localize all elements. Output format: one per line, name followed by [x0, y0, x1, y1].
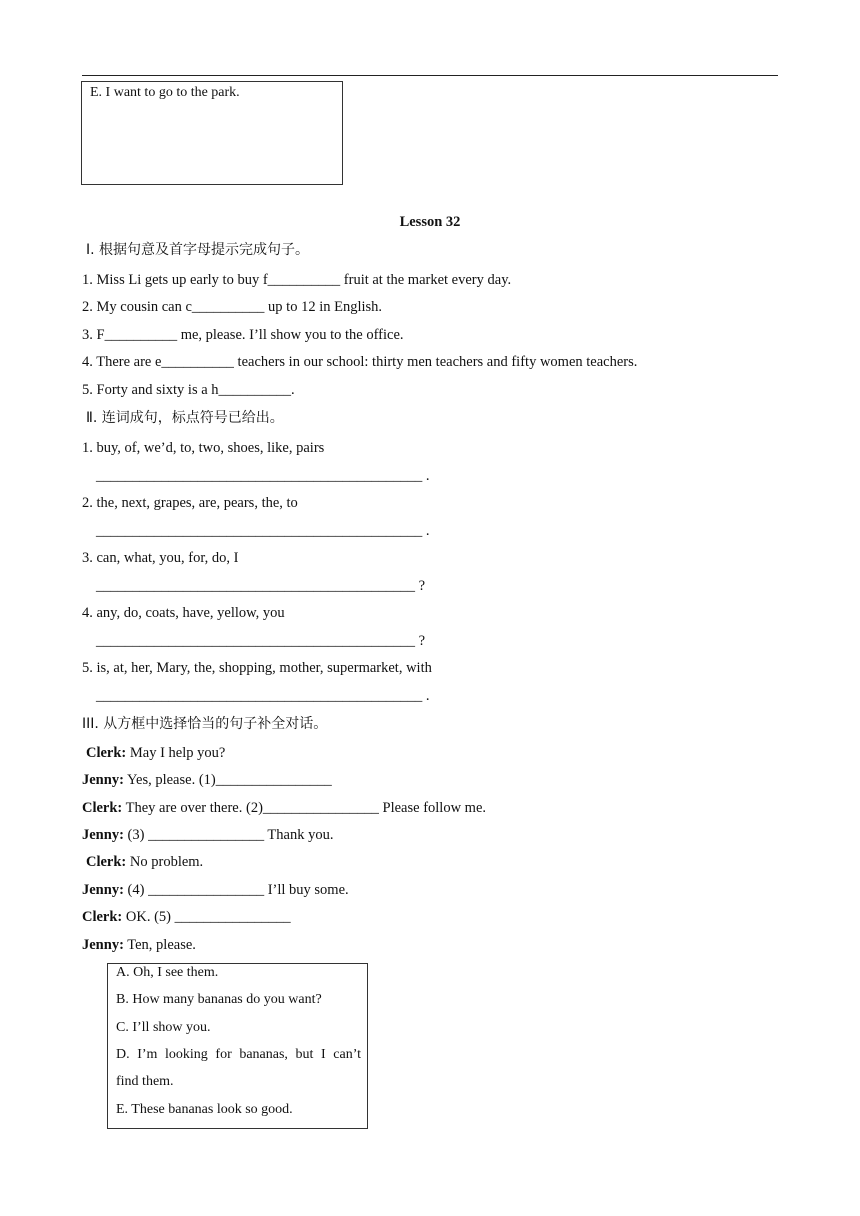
section3-heading: III. 从方框中选择恰当的句子补全对话。	[82, 716, 328, 732]
section1-item-1: 1. Miss Li gets up early to buy f__________ fruit at the market every day.	[82, 272, 512, 288]
option-d-word: looking	[165, 1047, 208, 1062]
section2-item-1-words: 1. buy, of, we’d, to, two, shoes, like, pairs	[82, 440, 325, 456]
header-rule	[82, 75, 778, 76]
section2-item-5-words: 5. is, at, her, Mary, the, shopping, mother, supermarket, with	[82, 660, 432, 676]
option-d-word: but	[295, 1047, 314, 1062]
option-b: B. How many bananas do you want?	[116, 992, 322, 1007]
section2-item-3-words: 3. can, what, you, for, do, I	[82, 550, 239, 566]
section2-item-2-answer: _____________________________________________ .	[96, 523, 430, 539]
option-d-word: I	[321, 1047, 326, 1062]
section1-item-4: 4. There are e__________ teachers in our school: thirty men teachers and fifty women teachers.	[82, 354, 638, 370]
option-d-word: D.	[116, 1047, 130, 1062]
dialogue-speaker: Clerk:	[86, 854, 127, 870]
dialogue-text: They are over there. (2)________________ Please follow me.	[122, 800, 487, 816]
dialogue-speaker: Jenny:	[82, 772, 124, 788]
dialogue-line-5	[86, 853, 203, 871]
dialogue-text: Yes, please. (1)________________	[123, 772, 332, 788]
section1-item-2: 2. My cousin can c__________ up to 12 in English.	[82, 299, 383, 315]
dialogue-text: No problem.	[126, 854, 204, 870]
section2-item-5-answer: _____________________________________________ .	[96, 688, 430, 704]
section2-item-1-answer: _____________________________________________ .	[96, 468, 430, 484]
section1-item-5: 5. Forty and sixty is a h__________.	[82, 382, 295, 398]
option-a: A. Oh, I see them.	[116, 965, 219, 980]
section2-item-4-words: 4. any, do, coats, have, yellow, you	[82, 605, 285, 621]
option-d-word: can’t	[333, 1047, 361, 1062]
section1-heading: Ⅰ. 根据句意及首字母提示完成句子。	[86, 242, 310, 258]
dialogue-line-4	[82, 826, 333, 844]
option-d-line-1	[116, 1046, 361, 1064]
option-d-line-2: find them.	[116, 1074, 174, 1089]
section2-item-4-answer: ____________________________________________ ?	[96, 633, 426, 649]
dialogue-text: (4) ________________ I’ll buy some.	[123, 882, 349, 898]
dialogue-text: (3) ________________ Thank you.	[123, 827, 334, 843]
dialogue-line-8	[82, 936, 196, 954]
section2-item-2-words: 2. the, next, grapes, are, pears, the, to	[82, 495, 298, 511]
dialogue-speaker: Jenny:	[82, 827, 124, 843]
option-d-word: bananas,	[239, 1047, 288, 1062]
option-e: E. These bananas look so good.	[116, 1102, 293, 1117]
dialogue-speaker: Jenny:	[82, 882, 124, 898]
dialogue-line-3	[82, 799, 486, 817]
top-box-option-e: E. I want to go to the park.	[90, 85, 240, 100]
dialogue-line-7	[82, 908, 291, 926]
dialogue-line-2	[82, 771, 332, 789]
dialogue-text: May I help you?	[126, 745, 226, 761]
option-d-word: I’m	[137, 1047, 158, 1062]
section2-heading: Ⅱ. 连词成句，标点符号已给出。	[86, 410, 284, 426]
dialogue-speaker: Clerk:	[82, 909, 123, 925]
dialogue-speaker: Clerk:	[86, 745, 127, 761]
dialogue-speaker: Clerk:	[82, 800, 123, 816]
dialogue-speaker: Jenny:	[82, 937, 124, 953]
section1-item-3: 3. F__________ me, please. I’ll show you to the office.	[82, 327, 404, 343]
dialogue-line-1	[86, 744, 225, 762]
option-d-word: for	[215, 1047, 232, 1062]
dialogue-line-6	[82, 881, 349, 899]
lesson-title: Lesson 32	[399, 214, 461, 230]
dialogue-text: OK. (5) ________________	[122, 909, 291, 925]
option-c: C. I’ll show you.	[116, 1020, 211, 1035]
section2-item-3-answer: ____________________________________________ ?	[96, 578, 426, 594]
dialogue-text: Ten, please.	[123, 937, 196, 953]
